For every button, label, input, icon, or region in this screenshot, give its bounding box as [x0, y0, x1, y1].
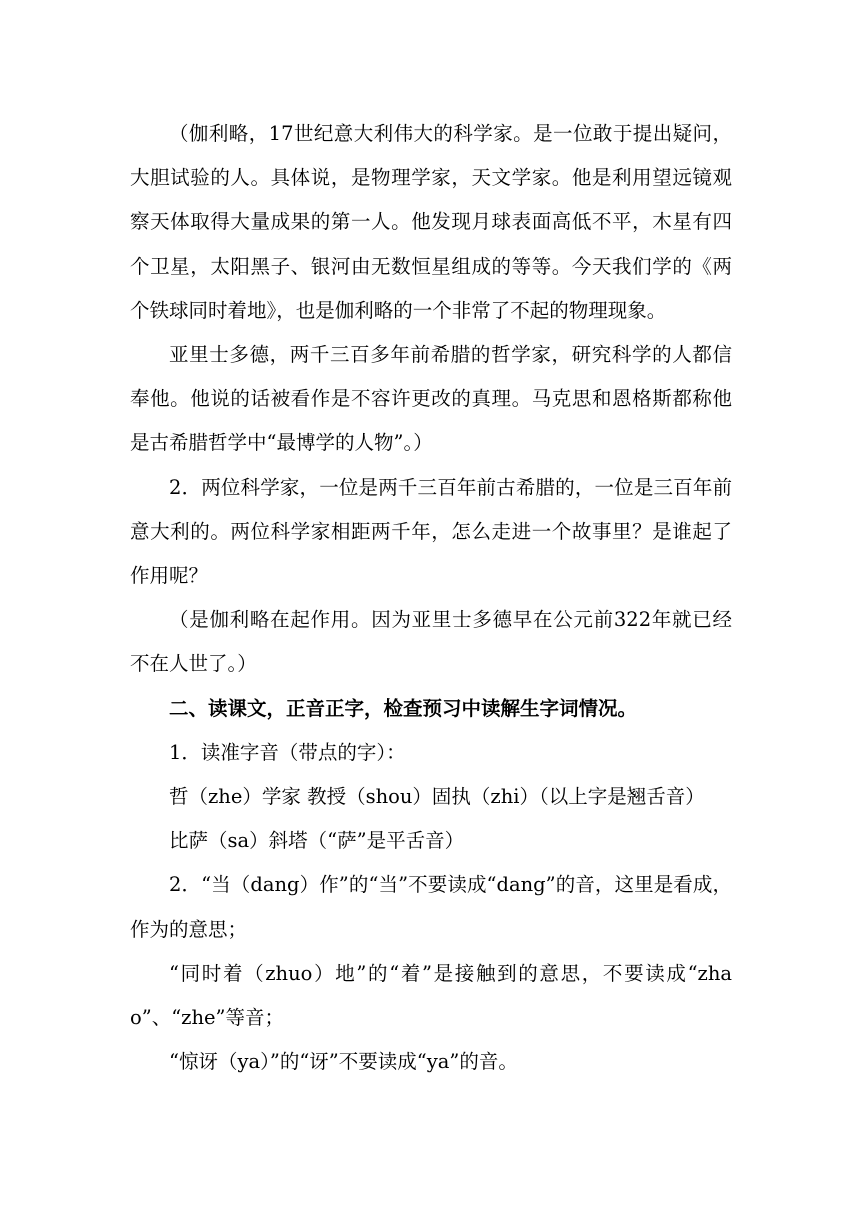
- paragraph-answer-2: （是伽利略在起作用。因为亚里士多德早在公元前322年就已经不在人世了。）: [130, 608, 732, 676]
- paragraph-pronunciation-ya: “惊讶（ya）”的“讶”不要读成“ya”的音。: [169, 1050, 518, 1074]
- document-page: [130, 112, 732, 1084]
- paragraph-galileo-intro: （伽利略，17世纪意大利伟大的科学家。是一位敢于提出疑问，大胆试验的人。具体说，是物理学家，天文学家。他是利用望远镜观察天体取得大量成果的第一人。他发现月球表面高低不平，木星有四个卫星，太阳黑子、银河由无数恒星组成的等等。今天我们学的《两个铁球同时着地》，也是伽利略的一个非常了不起的物理现象。: [130, 122, 732, 322]
- paragraph-pronunciation-heading: 1．读准字音（带点的字）：: [169, 740, 406, 764]
- paragraph-aristotle-intro: 亚里士多德，两千三百多年前希腊的哲学家，研究科学的人都信奉他。他说的话被看作是不容许更改的真理。马克思和恩格斯都称他是古希腊哲学中“最博学的人物”。）: [130, 343, 732, 455]
- paragraph-pronunciation-list-1: 哲（zhe）学家 教授（shou）固执（zhi）（以上字是翘舌音）: [169, 785, 705, 809]
- paragraph-pronunciation-zhuo: “同时着（zhuo）地”的“着”是接触到的意思，不要读成“zhao”、“zhe”等音；: [130, 961, 732, 1030]
- paragraph-pronunciation-dang: 2．“当（dang）作”的“当”不要读成“dang”的音，这里是看成，作为的意思；: [130, 873, 732, 941]
- section-heading-2: 二、读课文，正音正字，检查预习中读解生字词情况。: [169, 696, 638, 720]
- paragraph-question-2: 2．两位科学家，一位是两千三百年前古希腊的，一位是三百年前意大利的。两位科学家相距两千年，怎么走进一个故事里？是谁起了作用呢？: [130, 475, 732, 588]
- paragraph-pronunciation-list-2: 比萨（sa）斜塔（“萨”是平舌音）: [169, 829, 465, 853]
